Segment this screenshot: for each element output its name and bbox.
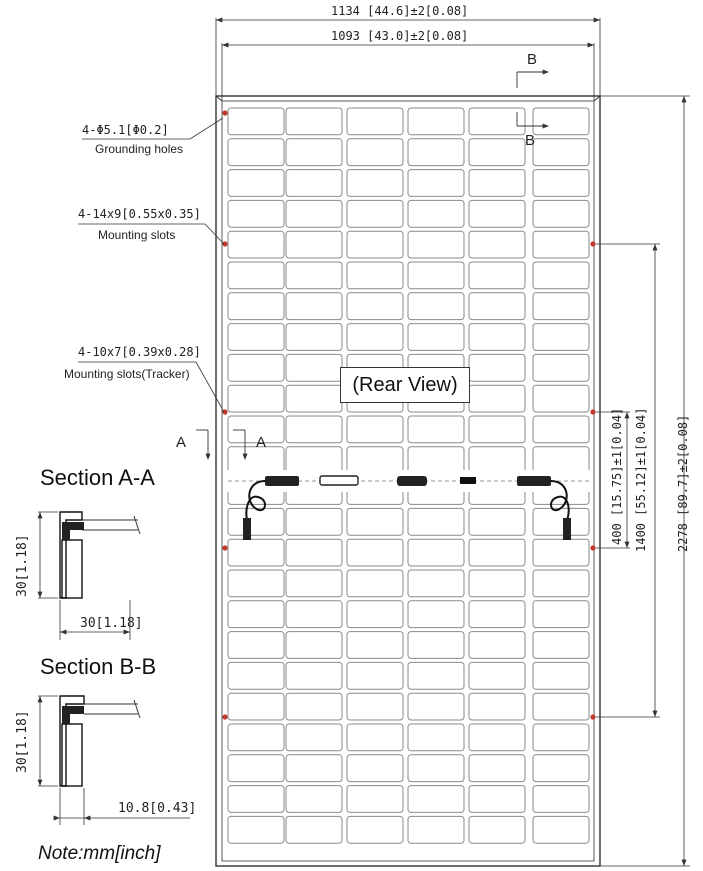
solar-cell: [533, 416, 589, 443]
solar-cell: [408, 816, 464, 843]
solar-cell: [533, 601, 589, 628]
solar-cell: [408, 570, 464, 597]
solar-cell: [228, 262, 284, 289]
section-bb-glass-clamp: [62, 706, 84, 724]
solar-cell: [228, 816, 284, 843]
section-arrow: [243, 454, 248, 460]
total-length-dimension: 2278 [89.7]±2[0.08]: [676, 414, 690, 552]
solar-cell: [347, 632, 403, 659]
solar-cell: [408, 693, 464, 720]
solar-cell: [533, 662, 589, 689]
leader-line: [190, 118, 223, 139]
solar-cell: [228, 601, 284, 628]
solar-cell: [228, 200, 284, 227]
solar-cell: [469, 632, 525, 659]
solar-cell: [286, 200, 342, 227]
solar-cell: [533, 570, 589, 597]
mounting-hole-marker: [222, 110, 227, 115]
units-note: Note:mm[inch]: [38, 843, 161, 864]
solar-cell: [286, 447, 342, 474]
solar-cell: [286, 662, 342, 689]
dim-arrow: [625, 412, 630, 418]
solar-cell: [347, 816, 403, 843]
solar-cell: [469, 755, 525, 782]
solar-cell: [286, 231, 342, 258]
solar-cell: [286, 601, 342, 628]
solar-cell: [469, 293, 525, 320]
solar-cell: [286, 354, 342, 381]
mounting-hole-marker: [590, 409, 595, 414]
solar-cell: [408, 231, 464, 258]
rear-view-label: (Rear View): [340, 367, 470, 403]
solar-cell: [286, 170, 342, 197]
solar-cell: [533, 755, 589, 782]
connector-right: [563, 518, 571, 540]
solar-cell: [347, 108, 403, 135]
solar-cell: [408, 200, 464, 227]
solar-cell: [408, 632, 464, 659]
solar-cell: [408, 324, 464, 351]
solar-cell: [533, 385, 589, 412]
solar-cell: [347, 324, 403, 351]
solar-cell: [347, 662, 403, 689]
dim-arrow: [38, 512, 43, 518]
solar-cell: [469, 385, 525, 412]
solar-cell: [533, 632, 589, 659]
solar-cell: [408, 724, 464, 751]
dim-arrow: [38, 696, 43, 702]
solar-cell: [469, 231, 525, 258]
section-aa-break: [134, 516, 140, 534]
solar-cell: [408, 447, 464, 474]
solar-cell: [469, 662, 525, 689]
dim-arrow: [625, 542, 630, 548]
solar-cell: [286, 262, 342, 289]
section-bb-frame-chamber: [62, 724, 82, 786]
section-b-marker-top: B: [527, 51, 538, 68]
solar-cell: [286, 108, 342, 135]
solar-cell: [228, 139, 284, 166]
tracker-slots-spec: 4-10x7[0.39x0.28]: [78, 345, 201, 359]
solar-cell: [408, 293, 464, 320]
solar-cell: [347, 570, 403, 597]
dim-arrow: [682, 96, 687, 102]
solar-cell: [408, 508, 464, 535]
inner-width-dimension: 1093 [43.0]±2[0.08]: [331, 29, 469, 43]
solar-cell: [347, 755, 403, 782]
grounding-holes-spec: 4-Φ5.1[Φ0.2]: [82, 123, 169, 137]
solar-cell: [533, 231, 589, 258]
section-aa-title: Section A-A: [40, 465, 155, 490]
solar-cell: [408, 755, 464, 782]
solar-cell: [286, 570, 342, 597]
tracker-slots-label: Mounting slots(Tracker): [64, 367, 190, 381]
solar-cell: [533, 108, 589, 135]
solar-cell: [408, 416, 464, 443]
solar-cell: [286, 539, 342, 566]
junction-box-mid: [397, 476, 427, 486]
solar-cell: [228, 354, 284, 381]
solar-cell: [533, 139, 589, 166]
section-arrow: [206, 454, 211, 460]
solar-cell: [533, 816, 589, 843]
solar-cell: [533, 724, 589, 751]
solar-cell: [533, 539, 589, 566]
section-aa-width-dimension: 30[1.18]: [80, 616, 143, 631]
solar-cell: [469, 508, 525, 535]
solar-cell: [408, 170, 464, 197]
dim-arrow: [84, 816, 90, 821]
dim-arrow: [222, 43, 228, 48]
solar-cell: [228, 293, 284, 320]
solar-cell: [286, 786, 342, 813]
solar-cell: [469, 262, 525, 289]
solar-cell: [469, 724, 525, 751]
solar-cell: [286, 755, 342, 782]
solar-cell: [469, 539, 525, 566]
solar-cell: [408, 662, 464, 689]
dim-arrow: [60, 630, 66, 635]
dim-arrow: [216, 18, 222, 23]
section-aa-glass-clamp: [62, 522, 84, 540]
solar-cell: [533, 354, 589, 381]
solar-cell: [228, 108, 284, 135]
solar-cell: [469, 786, 525, 813]
solar-cell: [469, 816, 525, 843]
solar-cell: [347, 416, 403, 443]
solar-cell: [469, 324, 525, 351]
solar-cell: [533, 293, 589, 320]
solar-cell: [533, 447, 589, 474]
solar-cell: [286, 508, 342, 535]
solar-cell: [228, 755, 284, 782]
solar-cell: [228, 324, 284, 351]
frame-corner: [216, 96, 222, 101]
solar-cell: [469, 447, 525, 474]
solar-cell: [347, 724, 403, 751]
solar-cell: [533, 170, 589, 197]
mounting-slots-spec: 4-14x9[0.55x0.35]: [78, 207, 201, 221]
solar-cell: [228, 508, 284, 535]
mounting-hole-marker: [222, 241, 227, 246]
section-bb-title: Section B-B: [40, 654, 157, 679]
section-bb-height-dimension: 30[1.18]: [15, 710, 30, 773]
solar-cell: [286, 324, 342, 351]
solar-cell: [228, 724, 284, 751]
solar-cell: [408, 786, 464, 813]
solar-cell: [469, 570, 525, 597]
solar-cell: [228, 570, 284, 597]
slot-spacing-long-dimension: 1400 [55.12]±1[0.04]: [634, 407, 648, 552]
solar-cell: [228, 693, 284, 720]
solar-cell: [347, 447, 403, 474]
dim-arrow: [653, 711, 658, 717]
solar-cell: [533, 324, 589, 351]
mounting-hole-marker: [222, 545, 227, 550]
solar-cell: [469, 170, 525, 197]
solar-cell: [408, 262, 464, 289]
solar-cell: [533, 200, 589, 227]
section-aa-height-dimension: 30[1.18]: [15, 534, 30, 597]
dim-arrow: [588, 43, 594, 48]
section-a-marker-left: A: [176, 434, 187, 451]
dim-arrow: [653, 244, 658, 250]
solar-cell: [469, 354, 525, 381]
connector-left: [243, 518, 251, 540]
section-bb-width-dimension: 10.8[0.43]: [118, 801, 197, 816]
solar-cell: [228, 231, 284, 258]
junction-box-left: [265, 476, 299, 486]
mounting-hole-marker: [590, 241, 595, 246]
section-a-marker-right: A: [256, 434, 267, 451]
dim-arrow: [38, 780, 43, 786]
solar-cell: [533, 693, 589, 720]
solar-cell: [286, 139, 342, 166]
solar-cell: [347, 200, 403, 227]
mounting-slots-label: Mounting slots: [98, 228, 176, 242]
solar-cell: [347, 170, 403, 197]
section-arrow: [543, 70, 549, 75]
solar-cell: [469, 139, 525, 166]
solar-cell: [469, 200, 525, 227]
solar-cell: [286, 816, 342, 843]
solar-cell: [347, 262, 403, 289]
dim-arrow: [54, 816, 60, 821]
solar-cell: [469, 693, 525, 720]
solar-cell: [347, 293, 403, 320]
solar-cell: [228, 786, 284, 813]
solar-cell: [408, 139, 464, 166]
solar-cell: [286, 724, 342, 751]
dim-arrow: [38, 592, 43, 598]
section-aa-frame-chamber: [62, 540, 82, 598]
mounting-hole-marker: [222, 714, 227, 719]
mounting-hole-marker: [590, 545, 595, 550]
solar-cell: [347, 508, 403, 535]
solar-cell: [533, 786, 589, 813]
solar-cell: [347, 539, 403, 566]
solar-cell: [286, 385, 342, 412]
section-b-marker-bottom: B: [525, 132, 536, 149]
slot-spacing-short-dimension: 400 [15.75]±1[0.04]: [610, 407, 624, 545]
solar-cell: [286, 416, 342, 443]
solar-cell: [347, 601, 403, 628]
dim-arrow: [594, 18, 600, 23]
frame-corner: [594, 96, 600, 101]
solar-cell: [347, 139, 403, 166]
junction-box-right: [517, 476, 551, 486]
solar-cell: [286, 293, 342, 320]
solar-cell: [533, 262, 589, 289]
dim-arrow: [682, 860, 687, 866]
solar-cell: [408, 601, 464, 628]
solar-cell: [286, 693, 342, 720]
mounting-hole-marker: [590, 714, 595, 719]
solar-cell: [469, 416, 525, 443]
solar-cell: [408, 108, 464, 135]
solar-cell: [228, 632, 284, 659]
solar-cell: [228, 170, 284, 197]
solar-cell: [228, 385, 284, 412]
junction-box-right-small: [460, 477, 476, 484]
leader-line: [205, 224, 224, 244]
solar-cell: [347, 693, 403, 720]
solar-cell: [469, 601, 525, 628]
leader-line: [196, 362, 224, 412]
solar-cell: [347, 231, 403, 258]
junction-box-center: [320, 476, 358, 485]
solar-cell: [347, 786, 403, 813]
solar-cell: [408, 539, 464, 566]
grounding-holes-label: Grounding holes: [95, 142, 184, 156]
section-bb-break: [134, 700, 140, 718]
solar-cell: [533, 508, 589, 535]
solar-cell: [228, 662, 284, 689]
solar-cell: [228, 539, 284, 566]
solar-cell: [286, 632, 342, 659]
outer-width-dimension: 1134 [44.6]±2[0.08]: [331, 4, 469, 18]
section-arrow: [543, 124, 549, 129]
